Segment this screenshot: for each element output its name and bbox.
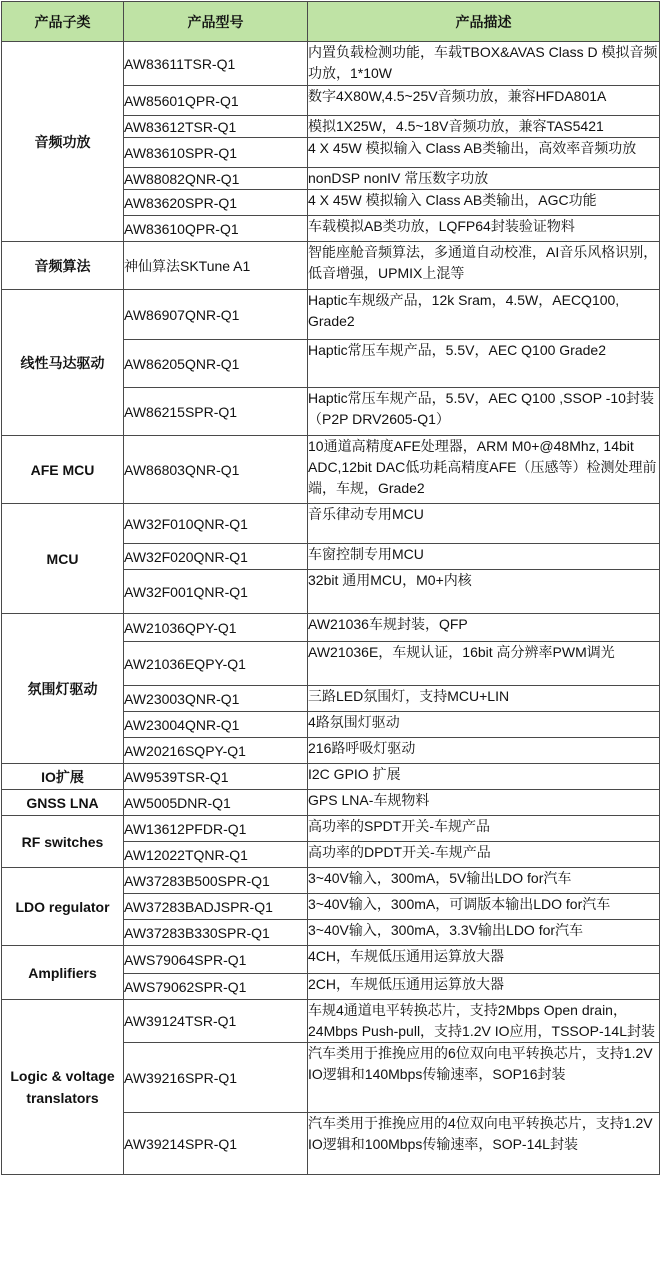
- description-cell: 内置负载检测功能，车载TBOX&AVAS Class D 模拟音频功放，1*10W: [308, 42, 660, 86]
- description-cell: Haptic常压车规产品，5.5V，AEC Q100 Grade2: [308, 340, 660, 388]
- table-row: [2, 504, 660, 544]
- description-cell: 车载模拟AB类功放，LQFP64封装验证物料: [308, 216, 660, 242]
- model-cell: AW83610SPR-Q1: [124, 138, 308, 168]
- table-row: [2, 42, 660, 86]
- table-row: [2, 242, 660, 290]
- description-cell: 汽车类用于推挽应用的4位双向电平转换芯片，支持1.2V IO逻辑和100Mbps传输速率，SOP-14L封装: [308, 1113, 660, 1175]
- model-cell: AW20216SQPY-Q1: [124, 738, 308, 764]
- category-cell-mcu: MCU: [2, 504, 124, 614]
- model-cell: AW39214SPR-Q1: [124, 1113, 308, 1175]
- description-cell: 2CH，车规低压通用运算放大器: [308, 974, 660, 1000]
- model-cell: AW83612TSR-Q1: [124, 116, 308, 138]
- model-cell: AW13612PFDR-Q1: [124, 816, 308, 842]
- model-cell: AW21036QPY-Q1: [124, 614, 308, 642]
- table-row: [2, 614, 660, 642]
- description-cell: AW21036E，车规认证，16bit 高分辨率PWM调光: [308, 642, 660, 686]
- category-cell-logic-voltage-translators: Logic & voltage translators: [2, 1000, 124, 1175]
- category-cell-afe-mcu: AFE MCU: [2, 436, 124, 504]
- description-cell: 10通道高精度AFE处理器，ARM M0+@48Mhz, 14bit ADC,12bit DAC低功耗高精度AFE（压感等）检测处理前端，车规，Grade2: [308, 436, 660, 504]
- model-cell: AW86215SPR-Q1: [124, 388, 308, 436]
- model-cell: AW21036EQPY-Q1: [124, 642, 308, 686]
- description-cell: Haptic车规级产品，12k Sram，4.5W，AECQ100, Grade2: [308, 290, 660, 340]
- header-row: [2, 2, 660, 42]
- description-cell: 三路LED氛围灯，支持MCU+LIN: [308, 686, 660, 712]
- model-cell: AW32F001QNR-Q1: [124, 570, 308, 614]
- category-cell-gnss-lna: GNSS LNA: [2, 790, 124, 816]
- model-cell: AW37283BADJSPR-Q1: [124, 894, 308, 920]
- model-cell: AW39216SPR-Q1: [124, 1043, 308, 1113]
- model-cell: AW83620SPR-Q1: [124, 190, 308, 216]
- description-cell: nonDSP nonIV 常压数字功放: [308, 168, 660, 190]
- category-cell-io-expander: IO扩展: [2, 764, 124, 790]
- category-cell-amplifiers: Amplifiers: [2, 946, 124, 1000]
- model-cell: AW88082QNR-Q1: [124, 168, 308, 190]
- product-table: [1, 1, 660, 1175]
- model-cell: AW37283B330SPR-Q1: [124, 920, 308, 946]
- description-cell: 数字4X80W,4.5~25V音频功放，兼容HFDA801A: [308, 86, 660, 116]
- description-cell: 模拟1X25W，4.5~18V音频功放，兼容TAS5421: [308, 116, 660, 138]
- category-cell-audio-algorithm: 音频算法: [2, 242, 124, 290]
- category-cell-ambient-light-driver: 氛围灯驱动: [2, 614, 124, 764]
- description-cell: 3~40V输入，300mA，可调版本输出LDO for汽车: [308, 894, 660, 920]
- description-cell: 高功率的DPDT开关-车规产品: [308, 842, 660, 868]
- model-cell: AW39124TSR-Q1: [124, 1000, 308, 1043]
- description-cell: 音乐律动专用MCU: [308, 504, 660, 544]
- description-cell: 3~40V输入，300mA，5V输出LDO for汽车: [308, 868, 660, 894]
- header-description: 产品描述: [308, 2, 660, 42]
- model-cell: AW32F010QNR-Q1: [124, 504, 308, 544]
- table-body: [2, 42, 660, 1175]
- category-cell-audio-amplifier: 音频功放: [2, 42, 124, 242]
- table-row: [2, 436, 660, 504]
- description-cell: 4 X 45W 模拟输入 Class AB类输出，AGC功能: [308, 190, 660, 216]
- description-cell: Haptic常压车规产品，5.5V，AEC Q100 ,SSOP -10封装（P2P DRV2605-Q1）: [308, 388, 660, 436]
- description-cell: 3~40V输入，300mA，3.3V输出LDO for汽车: [308, 920, 660, 946]
- model-cell: AW86205QNR-Q1: [124, 340, 308, 388]
- description-cell: 4路氛围灯驱动: [308, 712, 660, 738]
- header-category: 产品子类: [2, 2, 124, 42]
- description-cell: GPS LNA-车规物料: [308, 790, 660, 816]
- description-cell: 车窗控制专用MCU: [308, 544, 660, 570]
- model-cell: 神仙算法SKTune A1: [124, 242, 308, 290]
- table-row: [2, 868, 660, 894]
- table-row: [2, 290, 660, 340]
- model-cell: AW85601QPR-Q1: [124, 86, 308, 116]
- model-cell: AW23003QNR-Q1: [124, 686, 308, 712]
- description-cell: 智能座舱音频算法，多通道自动校准，AI音乐风格识别，低音增强，UPMIX上混等: [308, 242, 660, 290]
- category-cell-lra-driver: 线性马达驱动: [2, 290, 124, 436]
- description-cell: 汽车类用于推挽应用的6位双向电平转换芯片，支持1.2V IO逻辑和140Mbps传输速率，SOP16封装: [308, 1043, 660, 1113]
- description-cell: I2C GPIO 扩展: [308, 764, 660, 790]
- description-cell: 4 X 45W 模拟输入 Class AB类输出，高效率音频功放: [308, 138, 660, 168]
- description-cell: 216路呼吸灯驱动: [308, 738, 660, 764]
- model-cell: AWS79062SPR-Q1: [124, 974, 308, 1000]
- table-row: [2, 1000, 660, 1043]
- category-cell-ldo-regulator: LDO regulator: [2, 868, 124, 946]
- table-row: [2, 946, 660, 974]
- model-cell: AW86907QNR-Q1: [124, 290, 308, 340]
- model-cell: AW37283B500SPR-Q1: [124, 868, 308, 894]
- header-model: 产品型号: [124, 2, 308, 42]
- description-cell: 高功率的SPDT开关-车规产品: [308, 816, 660, 842]
- description-cell: 车规4通道电平转换芯片，支持2Mbps Open drain，24Mbps Push-pull，支持1.2V IO应用，TSSOP-14L封装: [308, 1000, 660, 1043]
- table-row: [2, 764, 660, 790]
- model-cell: AW83610QPR-Q1: [124, 216, 308, 242]
- model-cell: AW86803QNR-Q1: [124, 436, 308, 504]
- table-row: [2, 816, 660, 842]
- model-cell: AWS79064SPR-Q1: [124, 946, 308, 974]
- model-cell: AW23004QNR-Q1: [124, 712, 308, 738]
- model-cell: AW83611TSR-Q1: [124, 42, 308, 86]
- table-row: [2, 790, 660, 816]
- description-cell: AW21036车规封装，QFP: [308, 614, 660, 642]
- description-cell: 32bit 通用MCU，M0+内核: [308, 570, 660, 614]
- model-cell: AW9539TSR-Q1: [124, 764, 308, 790]
- model-cell: AW5005DNR-Q1: [124, 790, 308, 816]
- description-cell: 4CH，车规低压通用运算放大器: [308, 946, 660, 974]
- model-cell: AW32F020QNR-Q1: [124, 544, 308, 570]
- model-cell: AW12022TQNR-Q1: [124, 842, 308, 868]
- category-cell-rf-switches: RF switches: [2, 816, 124, 868]
